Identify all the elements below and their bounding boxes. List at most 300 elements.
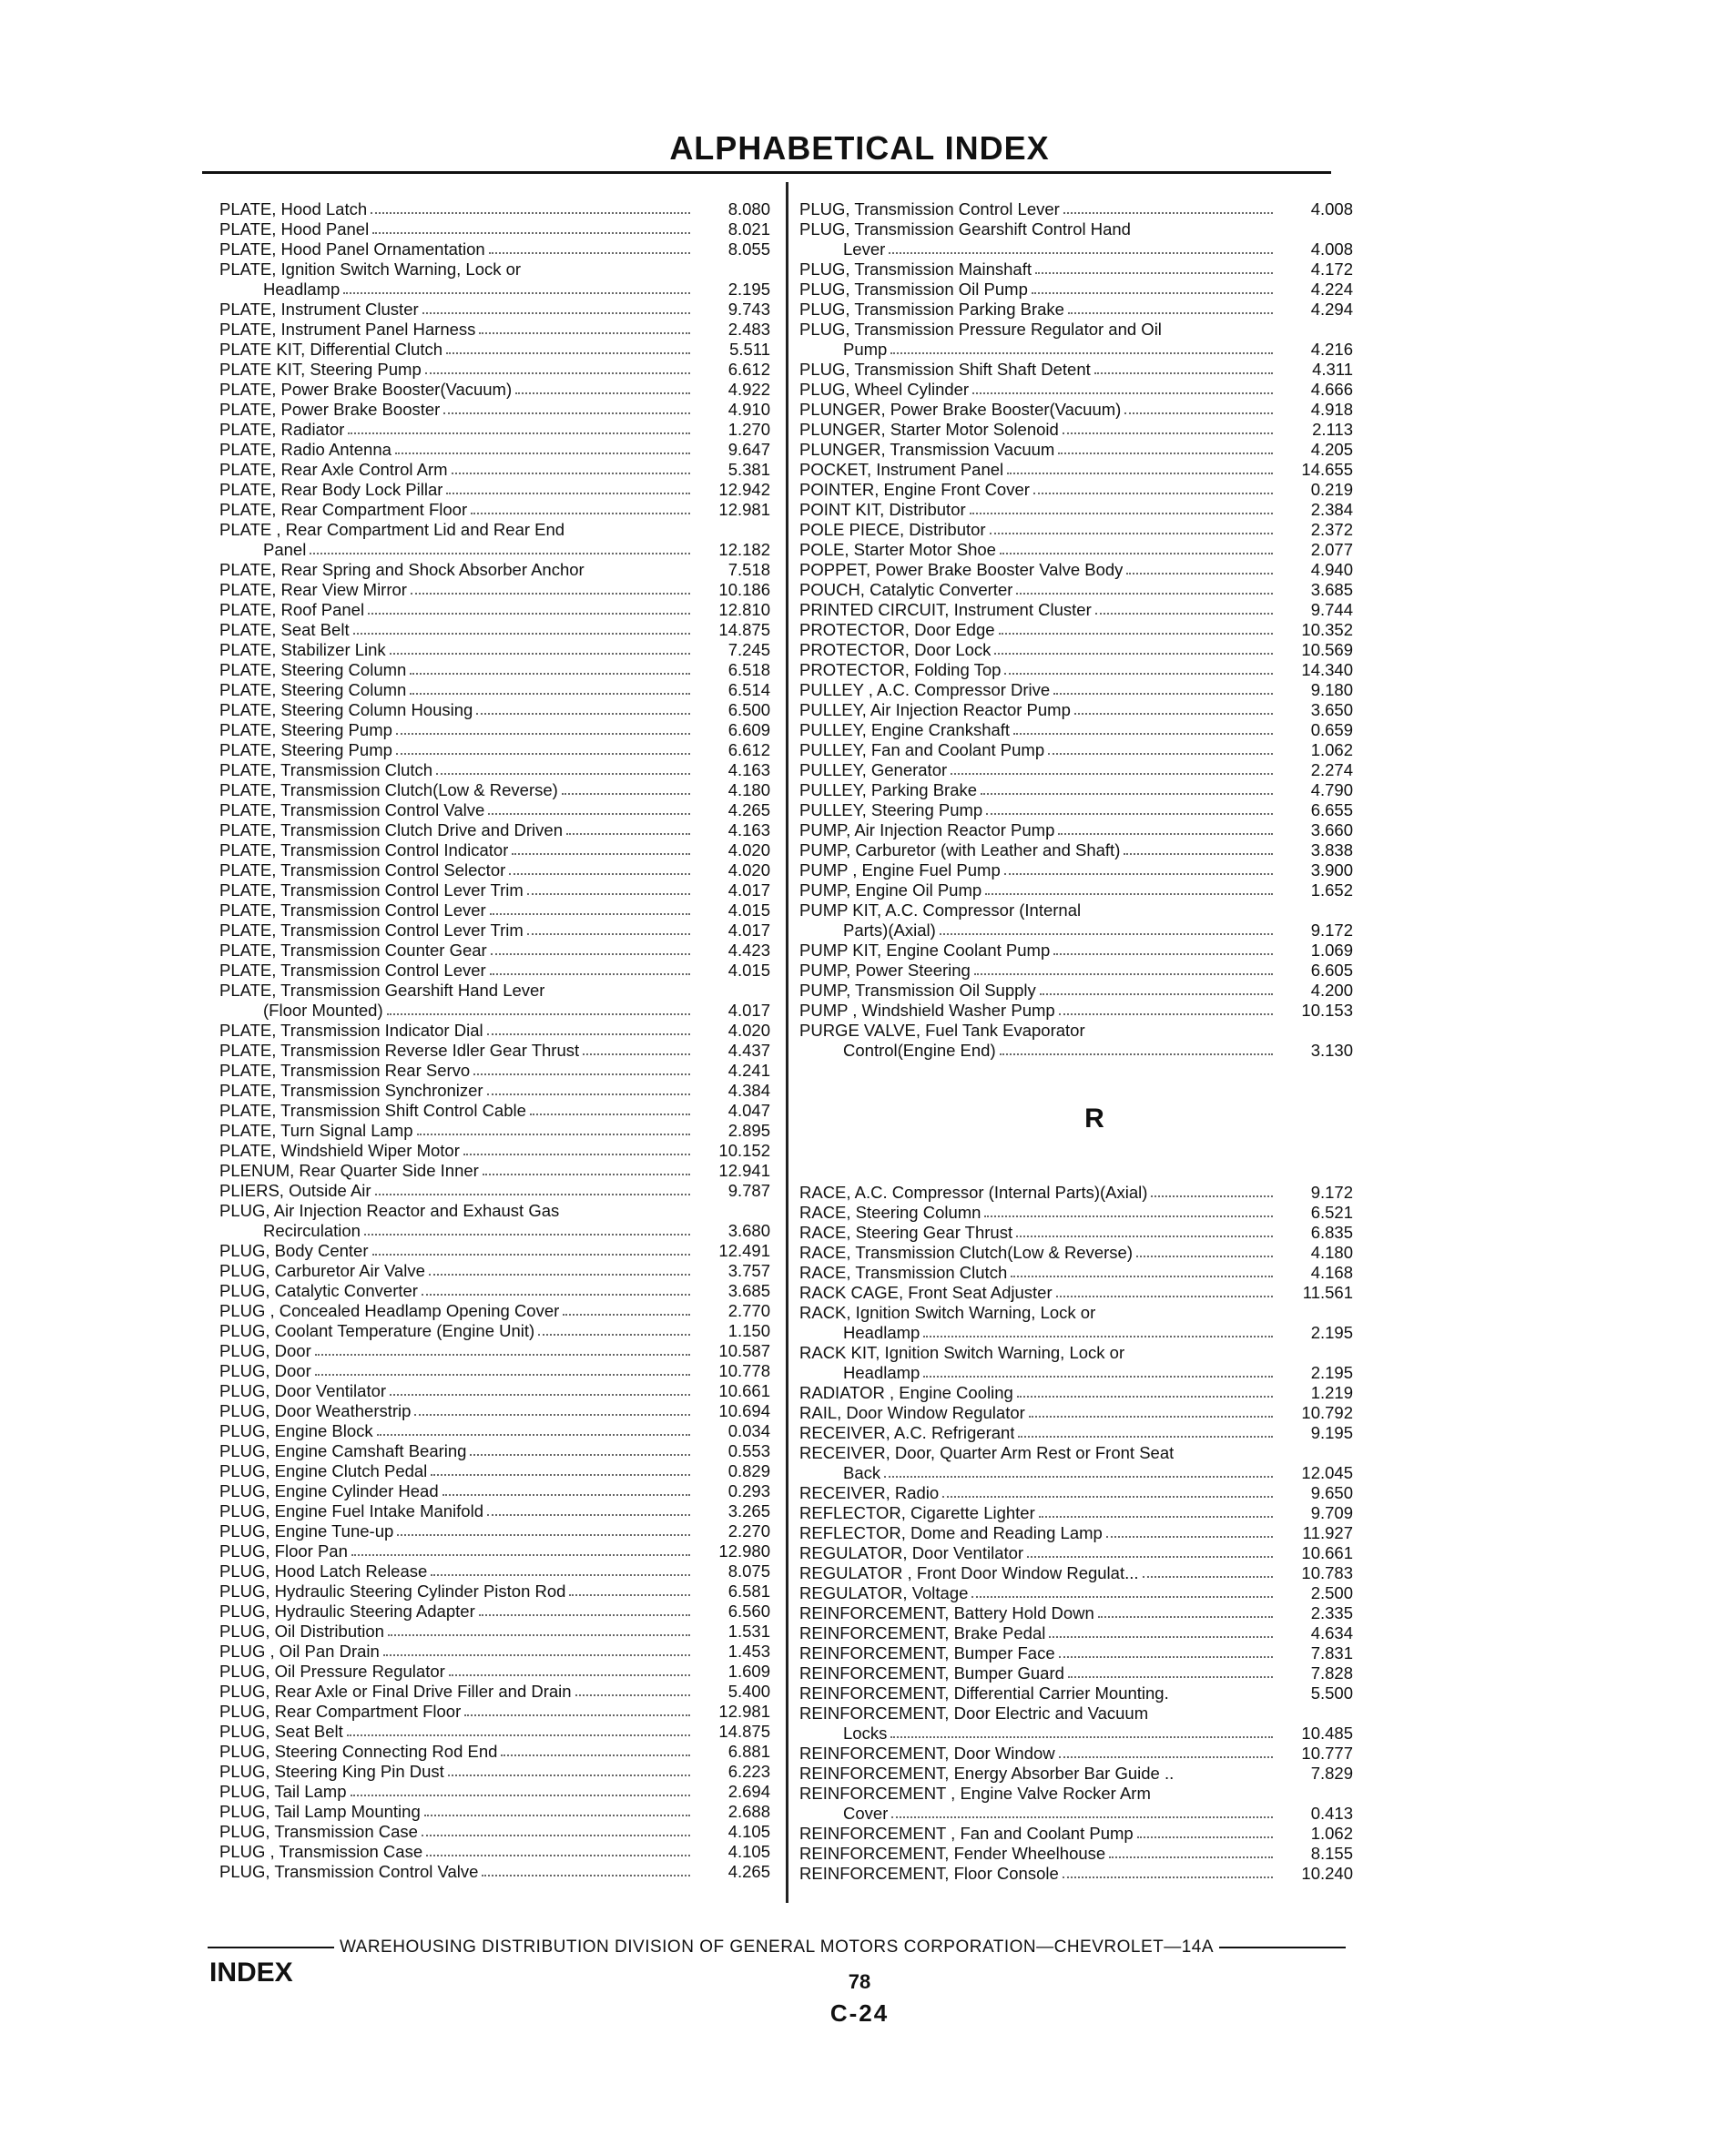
- entry-page-ref: 0.659: [1310, 720, 1353, 739]
- index-entry: [219, 1321, 770, 1341]
- section-gap: [799, 1061, 1353, 1097]
- entry-page-ref: 0.829: [727, 1461, 770, 1480]
- dot-leader: [970, 513, 1273, 514]
- index-entry: [219, 1521, 770, 1541]
- dot-leader: [1068, 312, 1273, 314]
- index-entry: [219, 1041, 770, 1061]
- entry-page-ref: 9.744: [1310, 600, 1353, 619]
- entry-page-ref: 6.560: [727, 1602, 770, 1621]
- entry-term: PLUG, Engine Cylinder Head: [219, 1481, 439, 1500]
- entry-page-ref: 6.655: [1310, 800, 1353, 819]
- index-entry: [219, 480, 770, 500]
- dot-leader: [446, 493, 690, 494]
- entry-term: PLATE, Steering Pump: [219, 740, 392, 759]
- index-entry: [219, 520, 770, 540]
- entry-term: PLATE, Steering Pump: [219, 720, 392, 739]
- index-entry: [799, 620, 1353, 640]
- entry-page-ref: 4.163: [727, 820, 770, 839]
- index-entry: [219, 460, 770, 480]
- entry-term: PLATE, Radiator: [219, 420, 345, 439]
- entry-term: REINFORCEMENT, Fender Wheelhouse: [799, 1844, 1106, 1863]
- entry-term: REGULATOR, Door Ventilator: [799, 1543, 1024, 1562]
- entry-term: PLATE, Seat Belt: [219, 620, 350, 639]
- entry-term: PLATE, Transmission Clutch: [219, 760, 433, 779]
- entry-page-ref: 10.587: [718, 1341, 770, 1360]
- entry-term: PLUNGER, Power Brake Booster(Vacuum): [799, 400, 1122, 419]
- index-entry-continuation: [219, 280, 770, 300]
- entry-term: PLUG, Transmission Parking Brake: [799, 300, 1064, 319]
- dot-leader: [940, 933, 1273, 935]
- index-entry: [799, 1443, 1353, 1463]
- dot-leader: [1049, 1636, 1273, 1638]
- entry-term: PLUG, Engine Camshaft Bearing: [219, 1441, 467, 1460]
- entry-term: PROTECTOR, Door Edge: [799, 620, 995, 639]
- entry-term: Headlamp: [843, 1323, 921, 1342]
- dot-leader: [1027, 1556, 1273, 1558]
- entry-term: PROTECTOR, Door Lock: [799, 640, 992, 659]
- index-entry: [219, 1201, 770, 1221]
- entry-term: Back: [843, 1463, 881, 1482]
- dot-leader: [1137, 1836, 1273, 1838]
- entry-term: PLATE, Transmission Control Selector: [219, 860, 506, 880]
- entry-page-ref: 2.384: [1310, 500, 1353, 519]
- index-entry: [799, 480, 1353, 500]
- dot-leader: [974, 973, 1273, 975]
- entry-term: PLUG, Transmission Case: [219, 1822, 418, 1841]
- dot-leader: [1016, 593, 1273, 595]
- index-entry: [799, 1683, 1353, 1703]
- dot-leader: [410, 673, 690, 675]
- entry-page-ref: 3.685: [1310, 580, 1353, 599]
- dot-leader: [449, 1674, 690, 1676]
- index-entry: [219, 259, 770, 280]
- dot-leader: [470, 1454, 690, 1456]
- dot-leader: [483, 1174, 690, 1175]
- entry-page-ref: 2.688: [727, 1802, 770, 1821]
- dot-leader: [1053, 953, 1273, 955]
- entry-term: PLATE, Transmission Shift Control Cable: [219, 1101, 526, 1120]
- footer-division-line: [208, 1937, 1346, 1958]
- index-entry: [219, 1481, 770, 1501]
- index-entry-continuation: [219, 1001, 770, 1021]
- entry-term: REINFORCEMENT, Bumper Guard: [799, 1663, 1064, 1683]
- entry-term: Lever: [843, 239, 886, 259]
- entry-page-ref: 9.647: [727, 440, 770, 459]
- entry-page-ref: 9.743: [727, 300, 770, 319]
- index-entry: [799, 360, 1353, 380]
- entry-term: PLUG, Oil Distribution: [219, 1622, 384, 1641]
- entry-page-ref: 1.150: [727, 1321, 770, 1340]
- dot-leader: [1058, 833, 1273, 835]
- entry-page-ref: 6.500: [727, 700, 770, 719]
- index-entry: [219, 880, 770, 900]
- index-entry: [219, 1461, 770, 1481]
- entry-term: PLATE , Rear Compartment Lid and Rear End: [219, 520, 565, 539]
- index-entry: [799, 740, 1353, 760]
- dot-leader: [1013, 733, 1273, 735]
- index-entry: [799, 460, 1353, 480]
- entry-term: PLUG, Transmission Control Valve: [219, 1862, 479, 1881]
- entry-page-ref: 6.518: [727, 660, 770, 679]
- entry-page-ref: 9.180: [1310, 680, 1353, 699]
- dot-leader: [566, 833, 690, 835]
- entry-page-ref: 2.195: [1310, 1363, 1353, 1382]
- entry-term: REGULATOR , Front Door Window Regulat...: [799, 1563, 1139, 1582]
- entry-page-ref: 12.182: [718, 540, 770, 559]
- index-entry: [799, 1483, 1353, 1503]
- entry-term: PLUG, Door Weatherstrip: [219, 1401, 412, 1420]
- dot-leader: [583, 1053, 690, 1055]
- entry-page-ref: 12.810: [718, 600, 770, 619]
- index-entry: [219, 1281, 770, 1301]
- dot-leader: [1035, 272, 1273, 274]
- index-entry-continuation: [799, 239, 1353, 259]
- index-entry: [219, 1381, 770, 1401]
- entry-term: PUMP KIT, A.C. Compressor (Internal: [799, 900, 1082, 920]
- index-entry: [799, 961, 1353, 981]
- dot-leader: [990, 533, 1273, 534]
- entry-page-ref: 4.020: [727, 840, 770, 859]
- entry-term: PLATE, Transmission Control Lever: [219, 961, 486, 980]
- index-entry: [799, 680, 1353, 700]
- dot-leader: [538, 1334, 690, 1336]
- entry-term: PULLEY, Steering Pump: [799, 800, 983, 819]
- dot-leader: [471, 513, 690, 514]
- dot-leader: [891, 1816, 1273, 1818]
- page-number: 78: [848, 1970, 871, 1993]
- index-entry: [799, 880, 1353, 900]
- entry-page-ref: 4.105: [727, 1842, 770, 1861]
- entry-page-ref: 4.790: [1310, 780, 1353, 799]
- entry-term: PLUG , Oil Pan Drain: [219, 1642, 380, 1661]
- entry-page-ref: 4.940: [1310, 560, 1353, 579]
- footer-division-text: WAREHOUSING DISTRIBUTION DIVISION OF GENERAL MOTORS CORPORATION—CHEVROLET—14A: [339, 1937, 1215, 1957]
- entry-page-ref: 7.245: [727, 640, 770, 659]
- dot-leader: [1029, 1416, 1273, 1418]
- dot-leader: [417, 1134, 690, 1135]
- entry-term: PLATE, Stabilizer Link: [219, 640, 386, 659]
- entry-page-ref: 7.829: [1310, 1764, 1353, 1783]
- entry-page-ref: 4.168: [1310, 1263, 1353, 1282]
- entry-term: PLUG, Transmission Gearshift Control Hand: [799, 219, 1131, 239]
- index-entry: [799, 320, 1353, 340]
- dot-leader: [422, 1294, 690, 1296]
- index-entry: [219, 1161, 770, 1181]
- index-entry: [799, 219, 1353, 239]
- dot-leader: [364, 1234, 690, 1236]
- dot-leader: [1059, 1013, 1273, 1015]
- entry-term: PLATE, Transmission Control Lever Trim: [219, 880, 524, 900]
- header-rule: [202, 171, 1331, 174]
- dot-leader: [490, 973, 690, 975]
- index-entry: [219, 660, 770, 680]
- entry-page-ref: 3.900: [1310, 860, 1353, 880]
- dot-leader: [1063, 432, 1273, 434]
- entry-term: PLUG, Floor Pan: [219, 1541, 348, 1561]
- entry-page-ref: 5.500: [1310, 1683, 1353, 1703]
- entry-term: POLE, Starter Motor Shoe: [799, 540, 996, 559]
- dot-leader: [463, 1154, 690, 1155]
- entry-page-ref: 14.875: [718, 1722, 770, 1741]
- index-entry: [219, 900, 770, 920]
- entry-page-ref: 4.047: [727, 1101, 770, 1120]
- entry-page-ref: 7.831: [1310, 1643, 1353, 1663]
- index-entry: [219, 961, 770, 981]
- entry-page-ref: 10.569: [1301, 640, 1353, 659]
- entry-page-ref: 12.941: [718, 1161, 770, 1180]
- entry-term: PLATE, Rear Spring and Shock Absorber Anchor: [219, 560, 585, 579]
- entry-page-ref: 0.293: [727, 1481, 770, 1500]
- entry-page-ref: 4.216: [1310, 340, 1353, 359]
- index-entry: [799, 720, 1353, 740]
- entry-term: Locks: [843, 1724, 888, 1743]
- index-entry: [799, 500, 1353, 520]
- entry-term: PLUG, Transmission Mainshaft: [799, 259, 1032, 279]
- entry-term: PLUG, Hydraulic Steering Cylinder Piston Rod: [219, 1581, 566, 1601]
- entry-term: RACE, Steering Gear Thrust: [799, 1223, 1013, 1242]
- entry-term: PLUG, Body Center: [219, 1241, 369, 1260]
- entry-term: PLUG, Seat Belt: [219, 1722, 343, 1741]
- dot-leader: [527, 893, 690, 895]
- entry-term: PLATE, Steering Column: [219, 660, 407, 679]
- entry-page-ref: 10.661: [1301, 1543, 1353, 1562]
- entry-page-ref: 2.195: [727, 280, 770, 299]
- entry-page-ref: 6.612: [727, 740, 770, 759]
- index-entry: [219, 1141, 770, 1161]
- dot-leader: [431, 1574, 690, 1576]
- entry-term: PLATE, Transmission Synchronizer: [219, 1081, 483, 1100]
- dot-leader: [1040, 993, 1273, 995]
- entry-term: PLUG, Door Ventilator: [219, 1381, 387, 1400]
- dot-leader: [487, 1033, 690, 1035]
- dot-leader: [1032, 292, 1273, 294]
- index-entry: [219, 1121, 770, 1141]
- entry-page-ref: 2.195: [1310, 1323, 1353, 1342]
- entry-term: PLATE, Transmission Clutch Drive and Driven: [219, 820, 563, 839]
- index-entry: [219, 840, 770, 860]
- dot-leader: [482, 1875, 690, 1876]
- entry-term: RACK CAGE, Front Seat Adjuster: [799, 1283, 1053, 1302]
- entry-term: PLATE, Transmission Indicator Dial: [219, 1021, 483, 1040]
- entry-term: PLATE, Ignition Switch Warning, Lock or: [219, 259, 522, 279]
- index-column-right: [799, 199, 1353, 1884]
- dot-leader: [1058, 453, 1273, 454]
- entry-page-ref: 8.075: [727, 1561, 770, 1581]
- index-entry: [799, 580, 1353, 600]
- entry-page-ref: 6.612: [727, 360, 770, 379]
- entry-term: RACE, Transmission Clutch: [799, 1263, 1008, 1282]
- entry-term: RACE, Transmission Clutch(Low & Reverse): [799, 1243, 1133, 1262]
- index-entry-continuation: [799, 1041, 1353, 1061]
- dot-leader: [1143, 1576, 1273, 1578]
- dot-leader: [1059, 1656, 1273, 1658]
- entry-page-ref: 6.605: [1310, 961, 1353, 980]
- entry-page-ref: 4.634: [1310, 1623, 1353, 1642]
- entry-page-ref: 4.910: [727, 400, 770, 419]
- dot-leader: [479, 332, 690, 334]
- dot-leader: [489, 252, 690, 254]
- dot-leader: [372, 1254, 691, 1256]
- dot-leader: [1151, 1195, 1273, 1197]
- entry-term: PLATE, Power Brake Booster(Vacuum): [219, 380, 513, 399]
- entry-term: Control(Engine End): [843, 1041, 996, 1060]
- index-entry-continuation: [799, 1804, 1353, 1824]
- page-code: C-24: [829, 1999, 890, 2027]
- dot-leader: [1068, 1676, 1273, 1678]
- entry-term: PLIERS, Outside Air: [219, 1181, 371, 1200]
- dot-leader: [315, 1354, 690, 1356]
- entry-page-ref: 4.015: [727, 961, 770, 980]
- dot-leader: [1039, 1516, 1273, 1518]
- entry-page-ref: 4.918: [1310, 400, 1353, 419]
- dot-leader: [397, 1534, 690, 1536]
- dot-leader: [1136, 1256, 1273, 1257]
- dot-leader: [1004, 673, 1273, 675]
- index-entry: [799, 440, 1353, 460]
- dot-leader: [1017, 1396, 1273, 1398]
- entry-term: PLUG, Rear Compartment Floor: [219, 1702, 462, 1721]
- entry-term: Headlamp: [263, 280, 341, 299]
- index-entry: [219, 740, 770, 760]
- entry-page-ref: 2.770: [727, 1301, 770, 1320]
- entry-page-ref: 6.581: [727, 1581, 770, 1601]
- index-entry: [799, 1503, 1353, 1523]
- entry-page-ref: 12.980: [718, 1541, 770, 1561]
- entry-page-ref: 3.660: [1310, 820, 1353, 839]
- entry-term: PLUNGER, Starter Motor Solenoid: [799, 420, 1059, 439]
- entry-term: PULLEY, Fan and Coolant Pump: [799, 740, 1045, 759]
- index-list-p: [799, 199, 1353, 1061]
- entry-term: PLUG , Transmission Case: [219, 1842, 423, 1861]
- index-entry: [219, 1421, 770, 1441]
- entry-page-ref: 4.423: [727, 941, 770, 960]
- dot-leader: [1094, 372, 1273, 374]
- index-entry: [219, 1021, 770, 1041]
- entry-term: PLATE, Hood Panel Ornamentation: [219, 239, 485, 259]
- entry-term: PLATE, Turn Signal Lamp: [219, 1121, 413, 1140]
- index-entry: [219, 1341, 770, 1361]
- dot-leader: [452, 473, 690, 474]
- entry-term: PLUG, Transmission Pressure Regulator and Oil: [799, 320, 1162, 339]
- entry-term: PLATE, Instrument Cluster: [219, 300, 419, 319]
- index-entry: [799, 1543, 1353, 1563]
- entry-term: PLATE, Transmission Gearshift Hand Lever: [219, 981, 545, 1000]
- entry-page-ref: 3.650: [1310, 700, 1353, 719]
- index-entry: [219, 941, 770, 961]
- index-entry: [219, 800, 770, 820]
- entry-term: PLUG, Engine Fuel Intake Manifold: [219, 1501, 483, 1520]
- dot-leader: [951, 773, 1273, 775]
- index-entry-continuation: [799, 1463, 1353, 1483]
- index-entry: [799, 1203, 1353, 1223]
- dot-leader: [972, 392, 1273, 394]
- entry-term: PLUNGER, Transmission Vacuum: [799, 440, 1055, 459]
- entry-page-ref: 3.757: [727, 1261, 770, 1280]
- entry-page-ref: 1.069: [1310, 941, 1353, 960]
- entry-term: RAIL, Door Window Regulator: [799, 1403, 1025, 1422]
- index-entry: [219, 1541, 770, 1561]
- entry-page-ref: 2.483: [727, 320, 770, 339]
- index-entry: [219, 1862, 770, 1882]
- index-entry: [219, 1441, 770, 1461]
- dot-leader: [446, 352, 690, 354]
- index-entry-continuation: [219, 1221, 770, 1241]
- entry-term: RACE, Steering Column: [799, 1203, 982, 1222]
- entry-term: POLE PIECE, Distributor: [799, 520, 986, 539]
- index-entry: [219, 380, 770, 400]
- dot-leader: [436, 773, 690, 775]
- entry-term: PLUG, Door: [219, 1341, 311, 1360]
- entry-term: PLATE, Steering Column: [219, 680, 407, 699]
- entry-term: REFLECTOR, Dome and Reading Lamp: [799, 1523, 1103, 1542]
- entry-page-ref: 10.783: [1301, 1563, 1353, 1582]
- entry-page-ref: 8.080: [727, 199, 770, 219]
- entry-term: Headlamp: [843, 1363, 921, 1382]
- entry-term: PLATE KIT, Steering Pump: [219, 360, 422, 379]
- index-entry: [799, 1303, 1353, 1323]
- index-entry: [799, 1423, 1353, 1443]
- entry-term: PLATE, Power Brake Booster: [219, 400, 441, 419]
- dot-leader: [1048, 753, 1273, 755]
- entry-page-ref: 4.180: [727, 780, 770, 799]
- entry-page-ref: 4.294: [1310, 300, 1353, 319]
- entry-term: (Floor Mounted): [263, 1001, 383, 1020]
- index-entry: [219, 1561, 770, 1581]
- index-entry: [799, 1343, 1353, 1363]
- entry-page-ref: 4.008: [1310, 199, 1353, 219]
- entry-page-ref: 10.153: [1301, 1001, 1353, 1020]
- entry-term: REINFORCEMENT, Door Electric and Vacuum: [799, 1703, 1149, 1723]
- entry-page-ref: 6.881: [727, 1742, 770, 1761]
- entry-page-ref: 1.270: [727, 420, 770, 439]
- entry-term: PUMP , Engine Fuel Pump: [799, 860, 1001, 880]
- entry-term: PLATE, Transmission Rear Servo: [219, 1061, 471, 1080]
- dot-leader: [501, 1754, 690, 1756]
- index-entry-continuation: [799, 920, 1353, 941]
- entry-page-ref: 10.778: [718, 1361, 770, 1380]
- entry-term: REINFORCEMENT, Differential Carrier Mounting.: [799, 1683, 1169, 1703]
- entry-page-ref: 4.020: [727, 860, 770, 880]
- footer-rule-right: [1219, 1947, 1346, 1948]
- dot-leader: [985, 893, 1273, 895]
- entry-page-ref: 3.265: [727, 1501, 770, 1520]
- index-entry: [799, 1864, 1353, 1884]
- dot-leader: [351, 1554, 690, 1556]
- dot-leader: [530, 1114, 690, 1115]
- entry-page-ref: 4.224: [1310, 280, 1353, 299]
- entry-term: PLUG, Oil Pressure Regulator: [219, 1662, 445, 1681]
- entry-term: PUMP KIT, Engine Coolant Pump: [799, 941, 1051, 960]
- entry-page-ref: 9.195: [1310, 1423, 1353, 1442]
- entry-page-ref: 10.694: [718, 1401, 770, 1420]
- dot-leader: [1004, 873, 1273, 875]
- index-entry: [799, 640, 1353, 660]
- dot-leader: [986, 813, 1273, 815]
- entry-page-ref: 2.077: [1310, 540, 1353, 559]
- index-entry: [219, 620, 770, 640]
- entry-term: Recirculation: [263, 1221, 361, 1240]
- index-entry: [219, 580, 770, 600]
- index-entry: [219, 920, 770, 941]
- dot-leader: [512, 853, 690, 855]
- entry-term: PLATE, Transmission Counter Gear: [219, 941, 487, 960]
- index-entry: [219, 560, 770, 580]
- entry-page-ref: 10.152: [718, 1141, 770, 1160]
- entry-page-ref: 4.384: [727, 1081, 770, 1100]
- entry-page-ref: 4.666: [1310, 380, 1353, 399]
- entry-term: PLATE, Roof Panel: [219, 600, 365, 619]
- index-entry: [219, 320, 770, 340]
